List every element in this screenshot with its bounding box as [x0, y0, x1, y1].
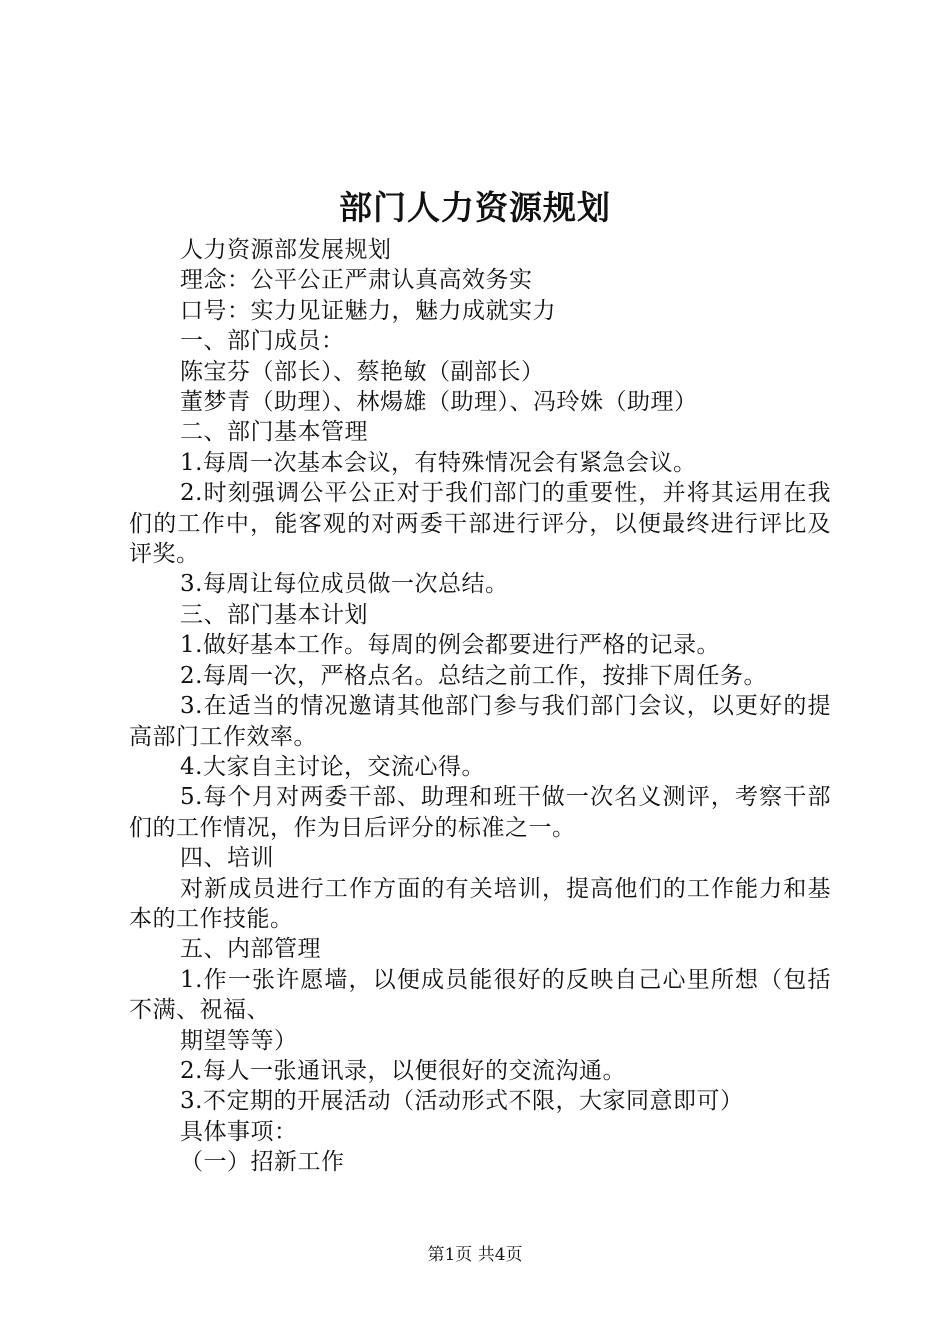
paragraph-subtitle: 人力资源部发展规划: [180, 237, 392, 263]
list-item: 2.每周一次，严格点名。总结之前工作，按排下周任务。: [180, 662, 767, 689]
page-footer: 第1页 共4页: [427, 1245, 523, 1265]
list-item: 5.每个月对两委干部、助理和班干做一次名义测评，考察干部们的工作情况，作为日后评分的标准之一。: [129, 784, 831, 841]
list-item: 3.不定期的开展活动（活动形式不限，大家同意即可）: [180, 1088, 744, 1115]
list-item: 2.每人一张通讯录，以便很好的交流沟通。: [180, 1057, 626, 1084]
list-item: 3.在适当的情况邀请其他部门参与我们部门会议，以更好的提高部门工作效率。: [129, 693, 831, 750]
paragraph-members-1: 陈宝芬（部长）、蔡艳敏（副部长）: [180, 358, 545, 385]
paragraph-slogan: 口号：实力见证魅力，魅力成就实力: [180, 297, 556, 324]
section-heading-members: 一、部门成员：: [180, 328, 345, 355]
section-heading-training: 四、培训: [180, 845, 274, 872]
list-item: 1.每周一次基本会议，有特殊情况会有紧急会议。: [180, 449, 697, 476]
document-body: [129, 235, 831, 1178]
paragraph-recruitment-heading: （一）招新工作: [180, 1149, 345, 1176]
list-item-continuation: 期望等等）: [180, 1027, 298, 1054]
list-item: 3.每周让每位成员做一次总结。: [180, 571, 509, 598]
document-title: 部门人力资源规划: [339, 188, 611, 227]
section-heading-plan: 三、部门基本计划: [180, 601, 368, 628]
paragraph-members-2: 董梦青（助理）、林煬雄（助理）、冯玲姝（助理）: [180, 389, 698, 416]
paragraph-concept: 理念：公平公正严肃认真高效务实: [180, 267, 533, 294]
paragraph-details-heading: 具体事项：: [180, 1118, 298, 1145]
list-item: 4.大家自主讨论，交流心得。: [180, 753, 485, 780]
list-item: 2.时刻强调公平公正对于我们部门的重要性，并将其运用在我们的工作中，能客观的对两委干部进行评分，以便最终进行评比及评奖。: [129, 480, 831, 568]
section-heading-internal: 五、内部管理: [180, 936, 321, 963]
list-item: 1.做好基本工作。每周的例会都要进行严格的记录。: [180, 632, 720, 659]
list-item: 1.作一张许愿墙，以便成员能很好的反映自己心里所想（包括不满、祝福、: [129, 966, 831, 1024]
section-heading-management: 二、部门基本管理: [180, 419, 368, 446]
paragraph-training: 对新成员进行工作方面的有关培训，提高他们的工作能力和基本的工作技能。: [129, 875, 831, 932]
